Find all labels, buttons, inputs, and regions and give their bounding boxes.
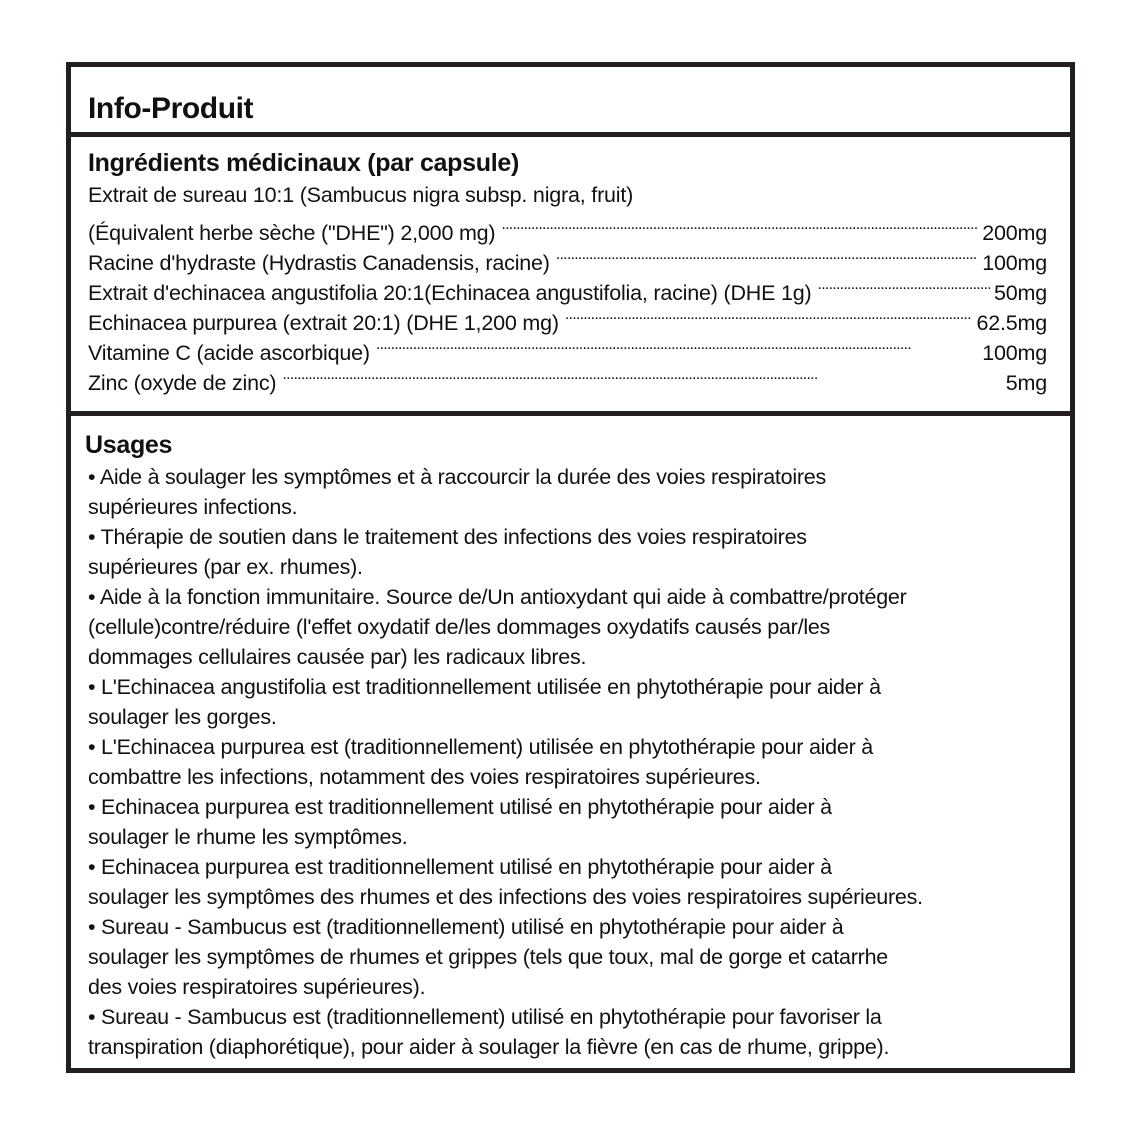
ingredients-section bbox=[71, 137, 1070, 416]
ingredient-amount: 62.5mg bbox=[976, 311, 1047, 335]
ingredient-name: Echinacea purpurea (extrait 20:1) (DHE 1,200 mg) bbox=[88, 311, 559, 335]
usage-line: • Sureau - Sambucus est (traditionnellement) utilisé en phytothérapie pour favoriser la bbox=[88, 1005, 882, 1029]
dot-leader bbox=[501, 210, 978, 240]
usage-line: • L'Echinacea purpurea est (traditionnellement) utilisée en phytothérapie pour aider à bbox=[88, 735, 873, 759]
usage-line: • Sureau - Sambucus est (traditionnellement) utilisé en phytothérapie pour aider à bbox=[88, 915, 844, 939]
usage-line: • Aide à soulager les symptômes et à raccourcir la durée des voies respiratoires bbox=[88, 465, 826, 489]
usage-line: • Echinacea purpurea est traditionnellement utilisé en phytothérapie pour aider à bbox=[88, 855, 832, 879]
ingredient-name: (Équivalent herbe sèche ("DHE") 2,000 mg) bbox=[88, 221, 496, 245]
usage-line: dommages cellulaires causée par) les radicaux libres. bbox=[88, 645, 587, 669]
usage-item bbox=[88, 792, 1088, 852]
dot-leader bbox=[376, 330, 978, 360]
page-title: Info-Produit bbox=[88, 92, 254, 125]
usage-line: • Aide à la fonction immunitaire. Source de/Un antioxydant qui aide à combattre/protéger bbox=[88, 585, 907, 609]
usages-heading: Usages bbox=[85, 431, 173, 459]
usage-line: supérieures infections. bbox=[88, 495, 298, 519]
ingredient-amount: 5mg bbox=[1005, 371, 1047, 395]
ingredient-name: Extrait d'echinacea angustifolia 20:1(Echinacea angustifolia, racine) (DHE 1g) bbox=[88, 281, 812, 305]
usage-item bbox=[88, 522, 1088, 582]
ingredient-name: Vitamine C (acide ascorbique) bbox=[88, 341, 370, 365]
usage-line: des voies respiratoires supérieures). bbox=[88, 975, 426, 999]
usage-line: combattre les infections, notamment des voies respiratoires supérieures. bbox=[88, 765, 761, 789]
usage-item bbox=[88, 732, 1088, 792]
usage-line: soulager les symptômes de rhumes et grippes (tels que toux, mal de gorge et catarrhe bbox=[88, 945, 888, 969]
usage-line: supérieures (par ex. rhumes). bbox=[88, 555, 363, 579]
usage-item bbox=[88, 462, 1088, 522]
ingredient-intro-line: Extrait de sureau 10:1 (Sambucus nigra subsp. nigra, fruit) bbox=[88, 183, 634, 207]
ingredient-name: Racine d'hydraste (Hydrastis Canadensis, racine) bbox=[88, 251, 550, 275]
usage-item bbox=[88, 672, 1088, 732]
usage-item bbox=[88, 912, 1088, 1002]
ingredient-amount: 50mg bbox=[994, 281, 1047, 305]
ingredient-amount: 100mg bbox=[982, 251, 1047, 275]
ingredient-amount: 100mg bbox=[982, 341, 1047, 365]
usage-line: soulager les gorges. bbox=[88, 705, 277, 729]
dot-leader bbox=[818, 270, 991, 300]
dot-leader bbox=[556, 240, 979, 270]
usage-line: soulager le rhume les symptômes. bbox=[88, 825, 408, 849]
usage-line: • Echinacea purpurea est traditionnellement utilisé en phytothérapie pour aider à bbox=[88, 795, 832, 819]
usage-line: (cellule)contre/réduire (l'effet oxydatif de/les dommages oxydatifs causés par/les bbox=[88, 615, 831, 639]
usages-list bbox=[88, 462, 1088, 1062]
ingredient-amount: 200mg bbox=[982, 221, 1047, 245]
usage-line: • L'Echinacea angustifolia est traditionnellement utilisée en phytothérapie pour aider à bbox=[88, 675, 881, 699]
dot-leader bbox=[565, 300, 973, 330]
dot-leader bbox=[282, 360, 1001, 390]
ingredient-name: Zinc (oxyde de zinc) bbox=[88, 371, 277, 395]
title-section bbox=[71, 67, 1070, 137]
product-info-panel bbox=[66, 62, 1075, 1073]
ingredients-list bbox=[88, 180, 1047, 395]
usage-item bbox=[88, 582, 1088, 672]
usage-line: soulager les symptômes des rhumes et des infections des voies respiratoires supérieures. bbox=[88, 885, 923, 909]
ingredient-row bbox=[88, 210, 1047, 245]
usages-section bbox=[71, 416, 1070, 1068]
ingredients-heading: Ingrédients médicinaux (par capsule) bbox=[88, 149, 519, 177]
usage-line: • Thérapie de soutien dans le traitement des infections des voies respiratoires bbox=[88, 525, 807, 549]
usage-item bbox=[88, 1002, 1088, 1062]
usage-item bbox=[88, 852, 1088, 912]
usage-line: transpiration (diaphorétique), pour aider à soulager la fièvre (en cas de rhume, grippe). bbox=[88, 1035, 890, 1059]
